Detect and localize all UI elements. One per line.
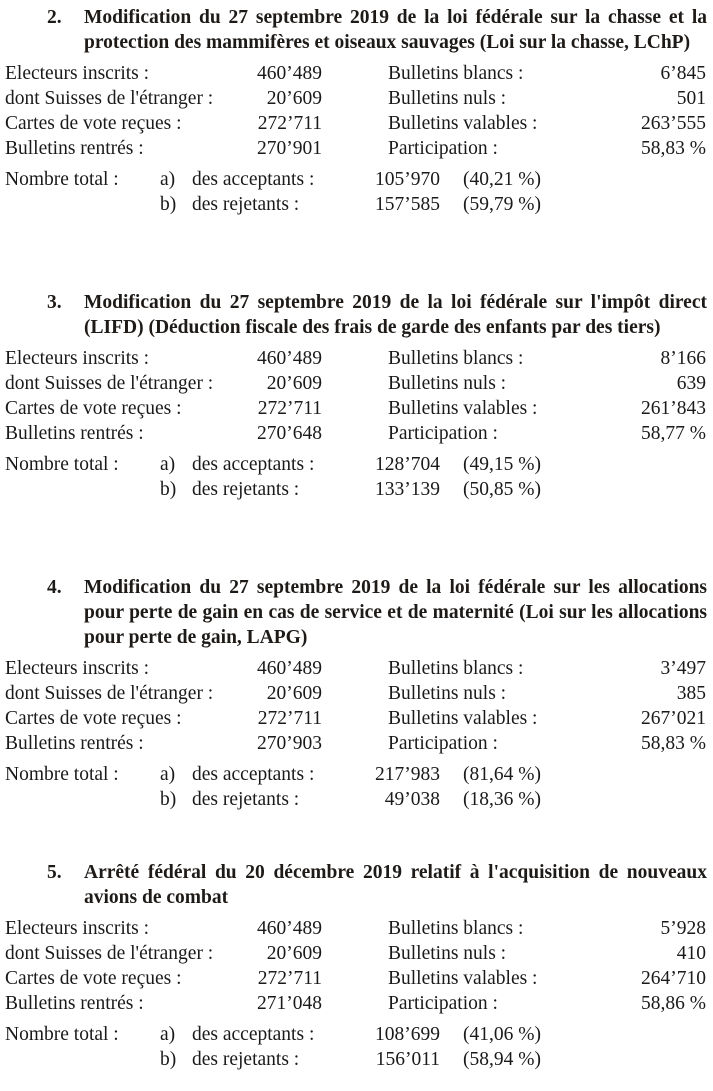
participation-label: Participation : — [388, 138, 498, 159]
totals-row-rejetants — [0, 477, 713, 502]
valables-value: 264’710 — [641, 968, 706, 989]
vote-section-2 — [0, 5, 713, 217]
nuls-value: 410 — [676, 943, 706, 964]
rentres-label: Bulletins rentrés : — [5, 993, 144, 1014]
stats-row — [0, 136, 713, 161]
acceptants-label: des acceptants : — [192, 169, 315, 190]
nuls-label: Bulletins nuls : — [388, 683, 507, 704]
electeurs-label: Electeurs inscrits : — [5, 918, 150, 939]
suisses-etranger-value: 20’609 — [266, 943, 322, 964]
totals-row-acceptants — [0, 1022, 713, 1047]
item-letter: b) — [160, 789, 177, 810]
vote-section-4 — [0, 575, 713, 812]
nuls-value: 639 — [676, 373, 706, 394]
rejetants-value: 157’585 — [375, 194, 440, 215]
totals-table — [0, 167, 713, 217]
electeurs-value: 460’489 — [257, 63, 322, 84]
rentres-label: Bulletins rentrés : — [5, 138, 144, 159]
electeurs-value: 460’489 — [257, 658, 322, 679]
valables-value: 263’555 — [641, 113, 706, 134]
blancs-label: Bulletins blancs : — [388, 348, 524, 369]
valables-value: 261’843 — [641, 398, 706, 419]
stats-row — [0, 421, 713, 446]
cartes-value: 272’711 — [257, 398, 322, 419]
stats-row — [0, 706, 713, 731]
rejetants-label: des rejetants : — [192, 1049, 300, 1070]
electeurs-value: 460’489 — [257, 918, 322, 939]
totals-row-rejetants — [0, 192, 713, 217]
rejetants-label: des rejetants : — [192, 789, 300, 810]
suisses-etranger-label: dont Suisses de l'étranger : — [5, 943, 214, 964]
nombre-total-label: Nombre total : — [5, 454, 119, 475]
valables-label: Bulletins valables : — [388, 113, 538, 134]
cartes-label: Cartes de vote reçues : — [5, 398, 182, 419]
participation-value: 58,83 % — [641, 138, 706, 159]
nuls-label: Bulletins nuls : — [388, 373, 507, 394]
participation-label: Participation : — [388, 993, 498, 1014]
valables-value: 267’021 — [641, 708, 706, 729]
acceptants-percent: (81,64 %) — [463, 764, 541, 785]
section-number: 4. — [47, 577, 62, 598]
rentres-label: Bulletins rentrés : — [5, 423, 144, 444]
nuls-label: Bulletins nuls : — [388, 88, 507, 109]
suisses-etranger-value: 20’609 — [266, 683, 322, 704]
valables-label: Bulletins valables : — [388, 708, 538, 729]
acceptants-label: des acceptants : — [192, 454, 315, 475]
stats-row — [0, 941, 713, 966]
nuls-value: 501 — [676, 88, 706, 109]
totals-row-rejetants — [0, 787, 713, 812]
rentres-value: 270’903 — [257, 733, 322, 754]
electeurs-label: Electeurs inscrits : — [5, 63, 150, 84]
blancs-label: Bulletins blancs : — [388, 918, 524, 939]
vote-section-5 — [0, 860, 713, 1072]
suisses-etranger-label: dont Suisses de l'étranger : — [5, 373, 214, 394]
stats-row — [0, 86, 713, 111]
blancs-value: 3’497 — [660, 658, 706, 679]
rejetants-percent: (58,94 %) — [463, 1049, 541, 1070]
section-number: 2. — [47, 7, 62, 28]
acceptants-percent: (41,06 %) — [463, 1024, 541, 1045]
totals-row-rejetants — [0, 1047, 713, 1072]
stats-row — [0, 991, 713, 1016]
totals-table — [0, 452, 713, 502]
rejetants-value: 49’038 — [384, 789, 440, 810]
section-heading — [0, 290, 713, 340]
rejetants-percent: (50,85 %) — [463, 479, 541, 500]
acceptants-percent: (40,21 %) — [463, 169, 541, 190]
vote-section-3 — [0, 290, 713, 502]
participation-label: Participation : — [388, 733, 498, 754]
acceptants-label: des acceptants : — [192, 1024, 315, 1045]
section-title: Modification du 27 septembre 2019 de la loi fédérale sur l'impôt direct (LIFD) (Déduction fiscale des frais de garde des enfants par des tiers) — [84, 292, 707, 338]
item-letter: a) — [160, 169, 176, 190]
electeurs-label: Electeurs inscrits : — [5, 348, 150, 369]
acceptants-percent: (49,15 %) — [463, 454, 541, 475]
rejetants-value: 133’139 — [375, 479, 440, 500]
item-letter: a) — [160, 1024, 176, 1045]
rejetants-label: des rejetants : — [192, 479, 300, 500]
acceptants-value: 105’970 — [375, 169, 440, 190]
stats-table — [0, 346, 713, 446]
item-letter: b) — [160, 1049, 177, 1070]
item-letter: b) — [160, 194, 177, 215]
cartes-value: 272’711 — [257, 708, 322, 729]
participation-label: Participation : — [388, 423, 498, 444]
stats-row — [0, 656, 713, 681]
blancs-value: 5’928 — [660, 918, 706, 939]
stats-table — [0, 916, 713, 1016]
item-letter: a) — [160, 764, 176, 785]
stats-row — [0, 371, 713, 396]
totals-table — [0, 762, 713, 812]
stats-row — [0, 61, 713, 86]
rejetants-value: 156’011 — [375, 1049, 440, 1070]
cartes-value: 272’711 — [257, 968, 322, 989]
acceptants-value: 128’704 — [375, 454, 440, 475]
stats-row — [0, 111, 713, 136]
rentres-label: Bulletins rentrés : — [5, 733, 144, 754]
nuls-label: Bulletins nuls : — [388, 943, 507, 964]
stats-row — [0, 346, 713, 371]
suisses-etranger-value: 20’609 — [266, 88, 322, 109]
stats-table — [0, 61, 713, 161]
valables-label: Bulletins valables : — [388, 398, 538, 419]
participation-value: 58,86 % — [641, 993, 706, 1014]
cartes-value: 272’711 — [257, 113, 322, 134]
stats-table — [0, 656, 713, 756]
stats-row — [0, 731, 713, 756]
totals-row-acceptants — [0, 167, 713, 192]
section-number: 3. — [47, 292, 62, 313]
nombre-total-label: Nombre total : — [5, 169, 119, 190]
item-letter: b) — [160, 479, 177, 500]
suisses-etranger-value: 20’609 — [266, 373, 322, 394]
section-title: Modification du 27 septembre 2019 de la loi fédérale sur les allocations pour perte de gain en cas de service et de maternité (Loi sur les allocations pour perte de gain, LAPG) — [84, 577, 707, 648]
cartes-label: Cartes de vote reçues : — [5, 968, 182, 989]
section-number: 5. — [47, 862, 62, 883]
stats-row — [0, 681, 713, 706]
section-heading — [0, 860, 713, 910]
rentres-value: 270’901 — [257, 138, 322, 159]
valables-label: Bulletins valables : — [388, 968, 538, 989]
cartes-label: Cartes de vote reçues : — [5, 708, 182, 729]
stats-row — [0, 396, 713, 421]
rejetants-label: des rejetants : — [192, 194, 300, 215]
blancs-label: Bulletins blancs : — [388, 63, 524, 84]
blancs-value: 6’845 — [660, 63, 706, 84]
stats-row — [0, 966, 713, 991]
stats-row — [0, 916, 713, 941]
rentres-value: 271’048 — [257, 993, 322, 1014]
totals-row-acceptants — [0, 762, 713, 787]
nuls-value: 385 — [676, 683, 706, 704]
totals-table — [0, 1022, 713, 1072]
acceptants-value: 217’983 — [375, 764, 440, 785]
blancs-value: 8’166 — [660, 348, 706, 369]
nombre-total-label: Nombre total : — [5, 1024, 119, 1045]
cartes-label: Cartes de vote reçues : — [5, 113, 182, 134]
rentres-value: 270’648 — [257, 423, 322, 444]
rejetants-percent: (59,79 %) — [463, 194, 541, 215]
nombre-total-label: Nombre total : — [5, 764, 119, 785]
section-heading — [0, 575, 713, 650]
section-heading — [0, 5, 713, 55]
rejetants-percent: (18,36 %) — [463, 789, 541, 810]
electeurs-value: 460’489 — [257, 348, 322, 369]
suisses-etranger-label: dont Suisses de l'étranger : — [5, 88, 214, 109]
acceptants-label: des acceptants : — [192, 764, 315, 785]
item-letter: a) — [160, 454, 176, 475]
participation-value: 58,77 % — [641, 423, 706, 444]
electeurs-label: Electeurs inscrits : — [5, 658, 150, 679]
participation-value: 58,83 % — [641, 733, 706, 754]
suisses-etranger-label: dont Suisses de l'étranger : — [5, 683, 214, 704]
section-title: Arrêté fédéral du 20 décembre 2019 relatif à l'acquisition de nouveaux avions de combat — [84, 862, 707, 908]
acceptants-value: 108’699 — [375, 1024, 440, 1045]
blancs-label: Bulletins blancs : — [388, 658, 524, 679]
section-title: Modification du 27 septembre 2019 de la loi fédérale sur la chasse et la protection des mammifères et oiseaux sauvages (Loi sur la chasse, LChP) — [84, 7, 707, 53]
totals-row-acceptants — [0, 452, 713, 477]
